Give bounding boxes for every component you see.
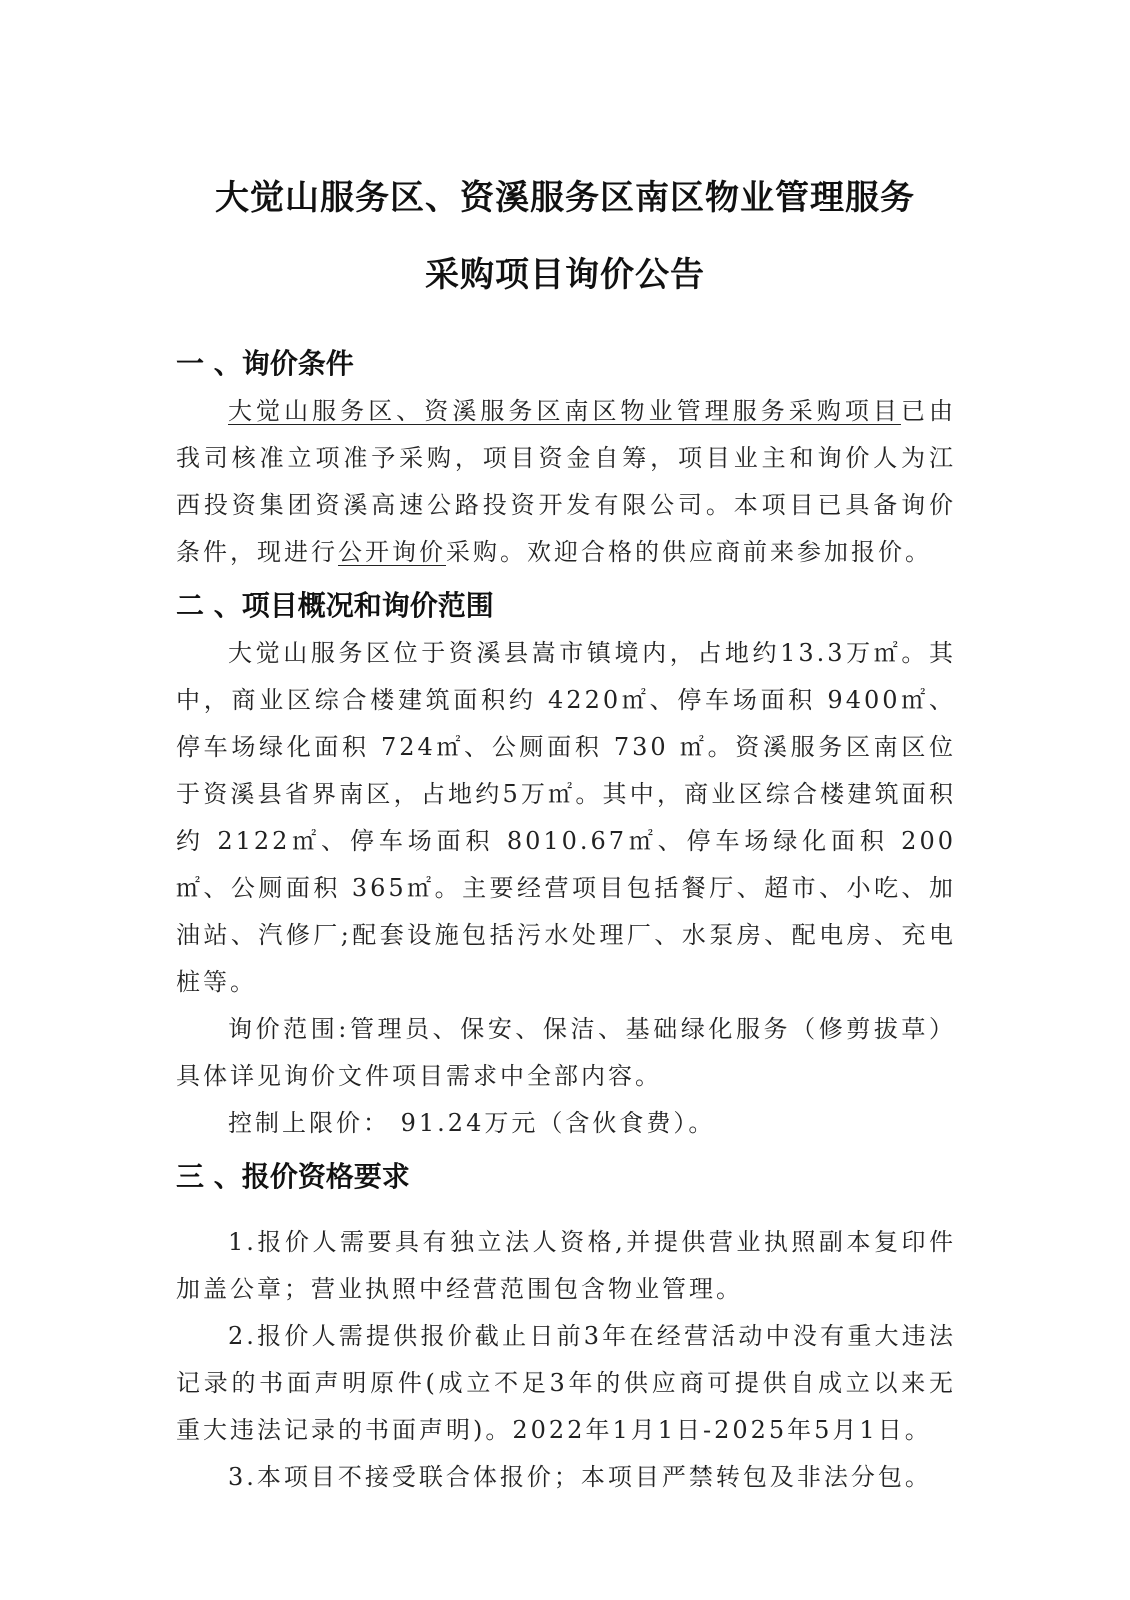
section-3-heading: 三 、报价资格要求 bbox=[176, 1160, 410, 1193]
project-name-underlined: 大觉山服务区、资溪服务区南区物业管理服务采购项目 bbox=[228, 397, 901, 425]
requirement-item-2: 2.报价人需提供报价截止日前3年在经营活动中没有重大违法记录的书面声明原件(成立不足3年的供应商可提供自成立以来无重大违法记录的书面声明)。2022年1月1日-2025年5月1日。 bbox=[176, 1322, 956, 1444]
requirement-item-3: 3.本项目不接受联合体报价；本项目严禁转包及非法分包。 bbox=[228, 1463, 932, 1491]
section-2-scope-paragraph: 询价范围:管理员、保安、保洁、基础绿化服务（修剪拔草）具体详见询价文件项目需求中全部内容。 bbox=[176, 1015, 956, 1090]
procurement-method-underlined: 公开询价 bbox=[338, 538, 446, 566]
section-2-overview-paragraph: 大觉山服务区位于资溪县嵩市镇境内，占地约13.3万㎡。其中，商业区综合楼建筑面积约 4220㎡、停车场面积 9400㎡、停车场绿化面积 724㎡、公厕面积 730 ㎡。资溪服务区南区位于资溪县省界南区，占地约5万㎡。其中，商业区综合楼建筑面积约 2122㎡、停车场面积 8010.67㎡、停车场绿化面积 200㎡、公厕面积 365㎡。主要经营项目包括餐厅、超市、小吃、加油站、汽修厂;配套设施包括污水处理厂、水泵房、配电房、充电桩等。 bbox=[176, 639, 956, 996]
document-title-line-2: 采购项目询价公告 bbox=[425, 255, 705, 295]
section-1-text-mid: 已由我司核准立项准予采购，项目资金自筹，项目业主和询价人为江西投资集团资溪高速公路投资开发有限公司。本项目已具备询价条件，现进行 bbox=[176, 397, 957, 566]
section-2-price-cap: 控制上限价： 91.24万元（含伙食费）。 bbox=[228, 1109, 716, 1137]
section-2-heading: 二 、项目概况和询价范围 bbox=[176, 589, 494, 622]
section-1-text-end: 采购。欢迎合格的供应商前来参加报价。 bbox=[446, 538, 932, 566]
requirement-item-1: 1.报价人需要具有独立法人资格,并提供营业执照副本复印件加盖公章；营业执照中经营范围包含物业管理。 bbox=[176, 1228, 956, 1303]
section-1-paragraph bbox=[176, 388, 956, 576]
document-title-line-1: 大觉山服务区、资溪服务区南区物业管理服务 bbox=[215, 178, 915, 218]
section-1-heading: 一 、询价条件 bbox=[176, 347, 354, 380]
document-body bbox=[176, 340, 956, 1501]
